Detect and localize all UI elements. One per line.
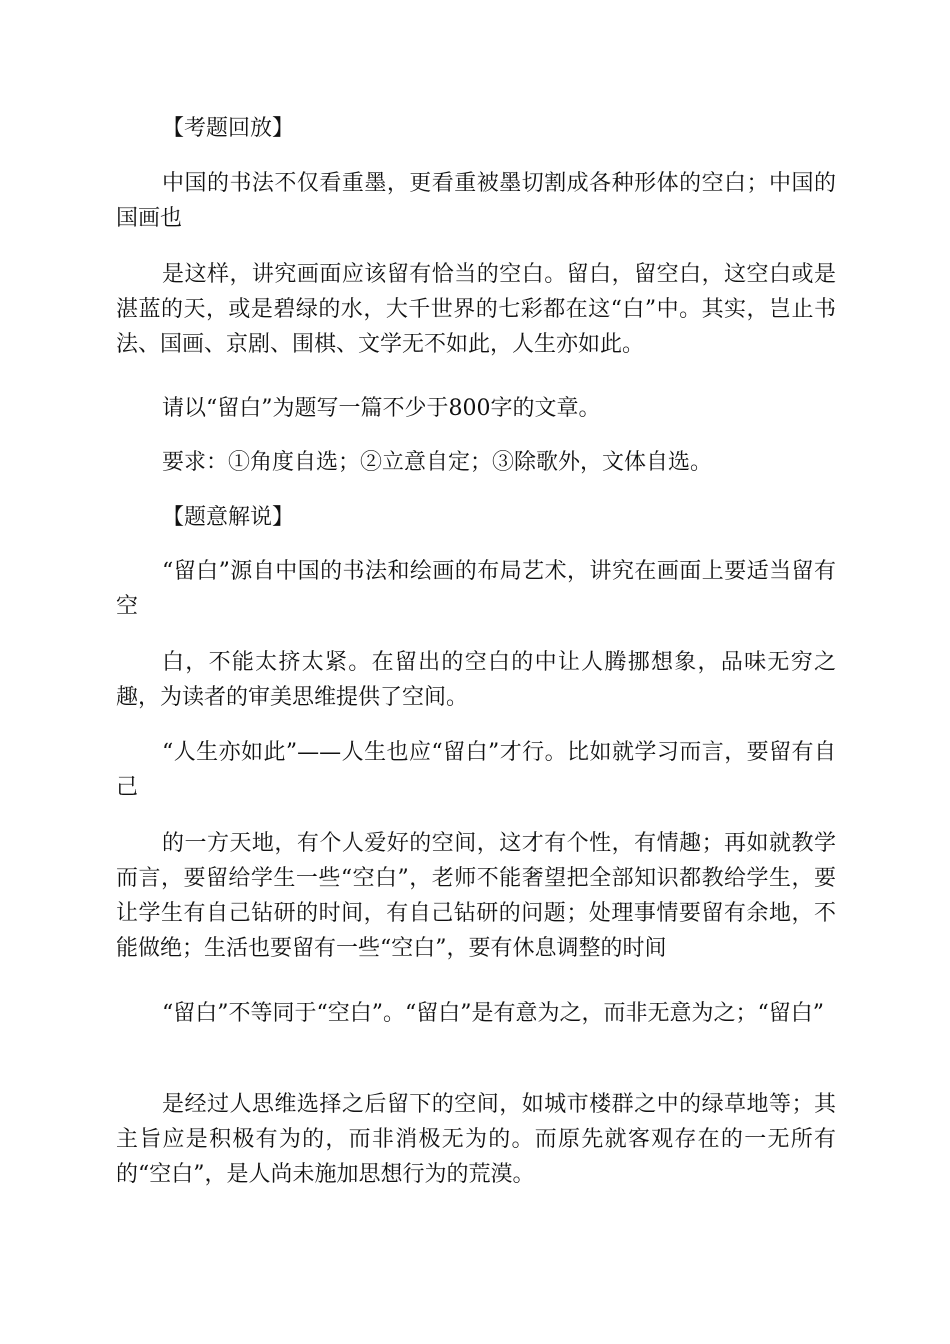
paragraph: 是这样，讲究画面应该留有恰当的空白。留白，留空白，这空白或是湛蓝的天，或是碧绿的水，大千世界的七彩都在这“白”中。其实，岂止书法、国画、京剧、围棋、文学无不如此，人生亦如此。 xyxy=(116,262,836,357)
paragraph: “人生亦如此”——人生也应“留白”才行。比如就学习而言，要留有自己 xyxy=(116,740,836,800)
paragraph: “留白”源自中国的书法和绘画的布局艺术，讲究在画面上要适当留有空 xyxy=(116,559,836,619)
section-heading-exam: 【考题回放】 xyxy=(162,116,295,141)
paragraph: 中国的书法不仅看重墨，更看重被墨切割成各种形体的空白；中国的国画也 xyxy=(116,171,836,231)
paragraph: 请以“留白”为题写一篇不少于800字的文章。 xyxy=(162,396,601,421)
paragraph: 白，不能太挤太紧。在留出的空白的中让人腾挪想象，品味无穷之趣，为读者的审美思维提供了空间。 xyxy=(116,650,836,710)
section-heading-explanation: 【题意解说】 xyxy=(162,505,295,530)
paragraph: 是经过人思维选择之后留下的空间，如城市楼群之中的绿草地等；其主旨应是积极有为的，而非消极无为的。而原先就客观存在的一无所有的“空白”，是人尚未施加思想行为的荒漠。 xyxy=(116,1092,836,1187)
paragraph: 的一方天地，有个人爱好的空间，这才有个性，有情趣；再如就教学而言，要留给学生一些“空白”，老师不能奢望把全部知识都教给学生，要让学生有自己钻研的时间，有自己钻研的问题；处理事情要留有余地，不能做绝；生活也要留有一些“空白”，要有休息调整的时间 xyxy=(116,831,836,961)
paragraph: “留白”不等同于“空白”。“留白”是有意为之，而非无意为之；“留白” xyxy=(162,1001,824,1026)
paragraph: 要求：①角度自选；②立意自定；③除歌外，文体自选。 xyxy=(162,450,713,475)
